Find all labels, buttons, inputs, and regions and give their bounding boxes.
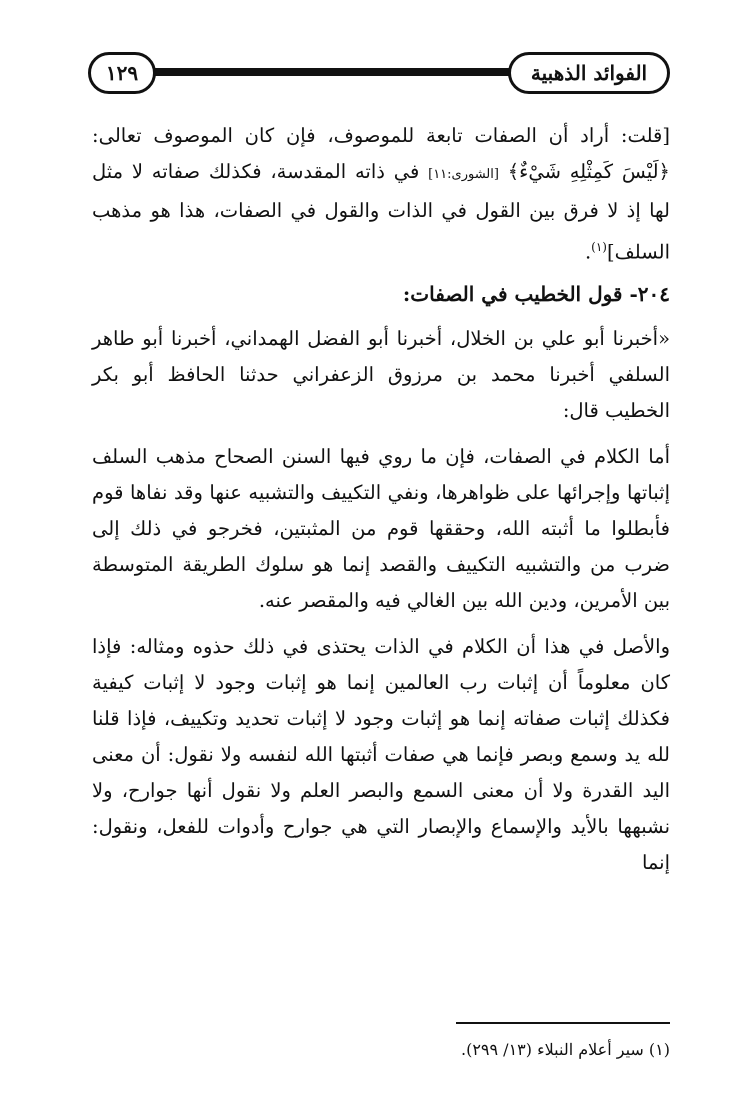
page-content bbox=[92, 118, 670, 881]
footnote-marker: (١) bbox=[591, 240, 607, 254]
paragraph-1-text-a: [قلت: أراد أن الصفات تابعة للموصوف، فإن كان الموصوف تعالى: bbox=[92, 124, 670, 147]
quran-reference: [الشورى:١١] bbox=[428, 167, 499, 182]
footnote: (١) سير أعلام النبلاء (١٣/ ٢٩٩). bbox=[460, 1040, 670, 1059]
book-title: الفوائد الذهبية bbox=[508, 52, 670, 94]
paragraph-isnad: «أخبرنا أبو علي بن الخلال، أخبرنا أبو الفضل الهمداني، أخبرنا أبو طاهر السلفي أخبرنا محمد بن مرزوق الزعفراني حدثنا الحافظ أبو بكر الخطيب قال: bbox=[92, 326, 670, 422]
paragraph-asl: والأصل في هذا أن الكلام في الذات يحتذى في ذلك حذوه ومثاله: فإذا كان معلوماً أن إثبات رب العالمين إنما هو إثبات وجود لا إثبات كيفية فكذلك إثبات صفاته إنما هو إثبات وجود لا إثبات تحديد وتكييف، فإذا قلنا لله يد وسمع وبصر فإنما هي صفات أثبتها الله لنفسه ولا نقول: أن معنى اليد القدرة ولا أن معنى السمع والبصر العلم ولا نقول أنها جوارح، ولا نشبهها بالأيد والإسماع والإبصار التي هي جوارح وأدوات للفعل، ونقول: إنما bbox=[92, 634, 670, 874]
section-heading: ٢٠٤- قول الخطيب في الصفات: bbox=[402, 281, 670, 306]
page-header bbox=[88, 52, 670, 94]
header-rule bbox=[138, 68, 520, 76]
page-number: ١٢٩ bbox=[88, 52, 156, 94]
footnote-rule bbox=[456, 1022, 670, 1024]
paragraph-sifat: أما الكلام في الصفات، فإن ما روي فيها السنن الصحاح مذهب السلف إثباتها وإجرائها على ظواهرها، ونفي التكييف والتشبيه عنها وقد نفاها قوم فأبطلوا ما أثبته الله، وحققها قوم من المثبتين، فخرجو في ذلك إلى ضرب من والتشبيه التكييف والقصد إنما هو سلوك الطريقة المتوسطة بين الأمرين، ودين الله بين الغالي فيه والمقصر عنه. bbox=[92, 444, 670, 612]
paragraph-1-text-b: في ذاته المقدسة، فكذلك صفاته لا مثل لها إذ لا فرق بين القول في الذات والقول في الصفات، هذا هو مذهب السلف] bbox=[92, 160, 670, 264]
paragraph-1-end: . bbox=[584, 240, 592, 264]
quran-verse: ﴿لَيْسَ كَمِثْلِهِ شَيْءٌ﴾ bbox=[507, 160, 670, 183]
paragraph-qult bbox=[92, 118, 670, 271]
